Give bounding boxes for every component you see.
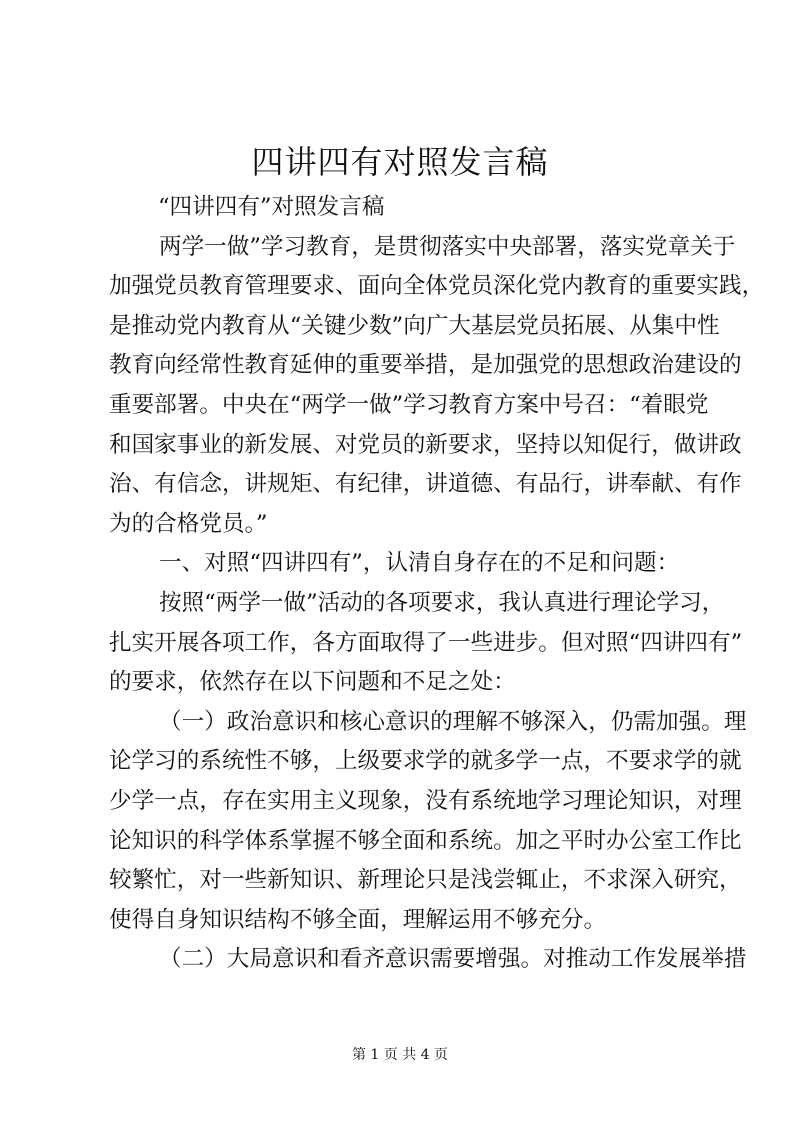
document-title: 四讲四有对照发言稿 — [251, 143, 549, 181]
paragraph-line: 论学习的系统性不够，上级要求学的就多学一点，不要求学的就 — [109, 748, 742, 775]
paragraph-line: 按照“两学一做”活动的各项要求，我认真进行理论学习， — [159, 589, 725, 616]
paragraph-line: 加强党员教育管理要求、面向全体党员深化党内教育的重要实践， — [109, 273, 765, 300]
section-heading: 一、对照“四讲四有”，认清自身存在的不足和问题： — [159, 550, 680, 577]
paragraph-line: 论知识的科学体系掌握不够全面和系统。加之平时办公室工作比 — [109, 827, 742, 854]
paragraph-line: 教育向经常性教育延伸的重要举措，是加强党的思想政治建设的 — [109, 352, 742, 379]
document-body — [109, 188, 765, 980]
paragraph-line: 少学一点，存在实用主义现象，没有系统地学习理论知识，对理 — [109, 787, 742, 814]
paragraph-line: 的要求，依然存在以下问题和不足之处： — [109, 669, 516, 696]
paragraph-line: 是推动党内教育从“关键少数”向广大基层党员拓展、从集中性 — [109, 312, 720, 339]
paragraph-line: 治、有信念，讲规矩、有纪律，讲道德、有品行，讲奉献、有作 — [109, 471, 742, 498]
paragraph-line: 两学一做”学习教育，是贯彻落实中央部署，落实党章关于 — [159, 233, 736, 260]
subsection-line: （一）政治意识和核心意识的理解不够深入，仍需加强。理 — [159, 708, 747, 735]
paragraph-line: 重要部署。中央在“两学一做”学习教育方案中号召：“着眼党 — [109, 391, 709, 418]
paragraph-line: 较繁忙，对一些新知识、新理论只是浅尝辄止，不求深入研究， — [109, 867, 742, 894]
subtitle-line: “四讲四有”对照发言稿 — [158, 194, 385, 220]
paragraph-line: 使得自身知识结构不够全面，理解运用不够充分。 — [109, 906, 607, 933]
paragraph-line: 扎实开展各项工作，各方面取得了一些进步。但对照“四讲四有” — [109, 629, 743, 656]
page-footer: 第 1 页 共 4 页 — [351, 1047, 449, 1063]
paragraph-line: 和国家事业的新发展、对党员的新要求，坚持以知促行，做讲政 — [109, 431, 742, 458]
paragraph-line: 为的合格党员。” — [109, 510, 268, 537]
subsection-line: （二）大局意识和看齐意识需要增强。对推动工作发展举措 — [159, 946, 747, 973]
